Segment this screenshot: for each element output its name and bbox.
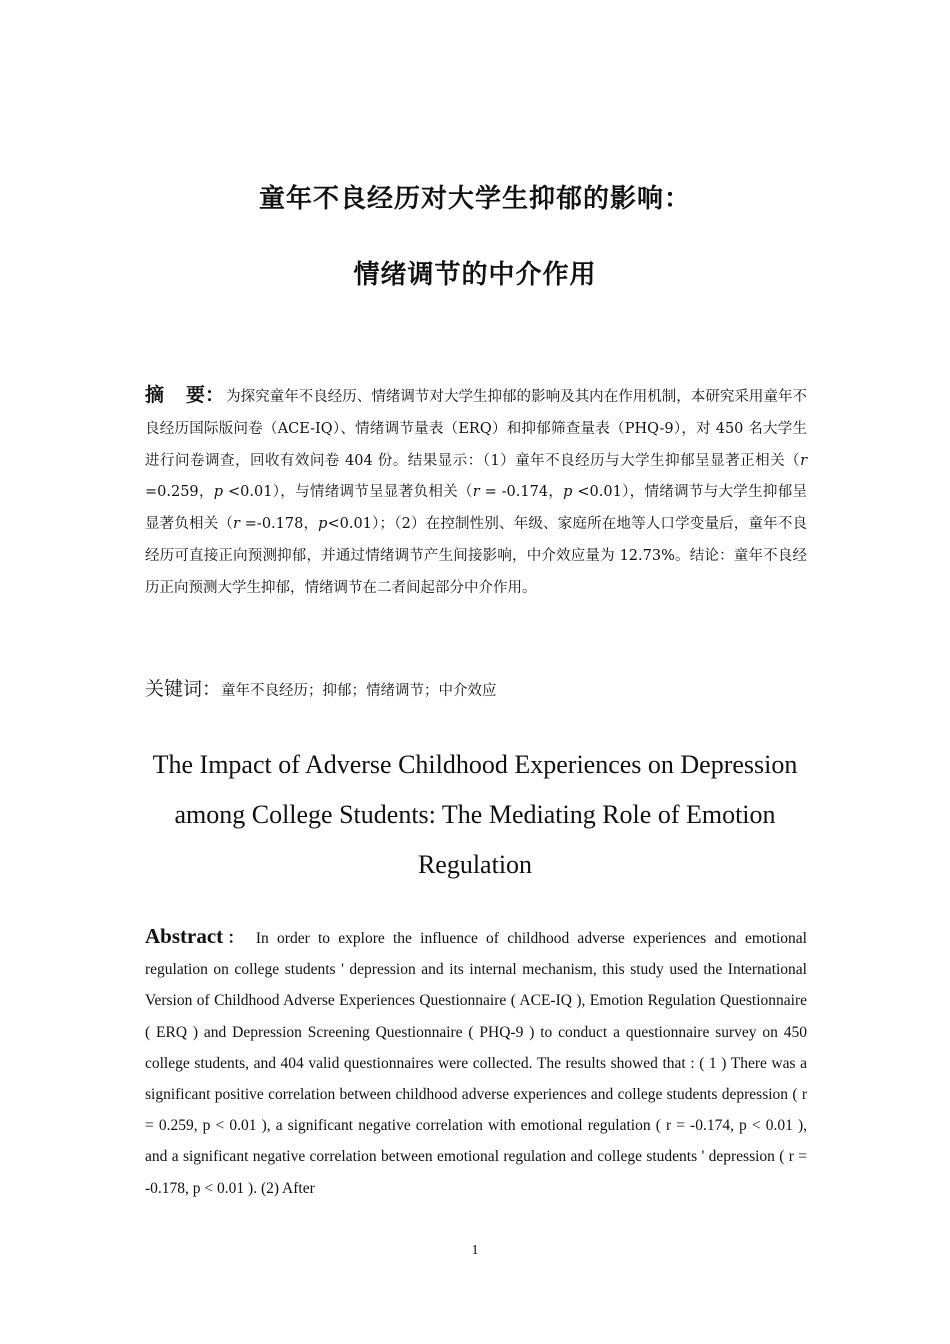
english-title [120,740,830,890]
english-abstract-colon: ： [223,928,248,947]
english-title-line-3: Regulation [417,850,533,879]
stat-p-value: <0.01），情绪调节与大学生抑郁呈显著负相关（ [145,484,808,533]
chinese-keywords [145,674,807,706]
english-abstract-text: In order to explore the influence of childhood adverse experiences and emotional regulation on college students ' depression and its internal mechanism, this study used the International Version of Childhood Adverse Experiences Questionnaire ( ACE-IQ ), Emotion Regulation Questionnaire ( ERQ ) and Depression Screening Questionnaire ( PHQ-9 ) to conduct a questionnaire survey on 450 college students, and 404 valid questionnaires were collected. The results showed that : ( 1 ) There was a significant positive correlation between childhood adverse experiences and college students depression ( r = 0.259, p < 0.01 ), a significant negative correlation with emotional regulation ( r = -0.174, p < 0.01 ), and a significant negative correlation between emotional regulation and college students ' depression ( r = -0.178, p < 0.01 ). (2) After [145,930,807,1197]
abstract-label-char-1: 摘 [145,384,165,406]
chinese-title-line-2: 情绪调节的中介作用 [353,260,597,290]
stat-p-symbol: p [213,484,224,501]
stat-p-value: <0.01），与情绪调节呈显著负相关（ [223,484,473,501]
abstract-label-char-2: 要： [186,384,225,406]
page-number: 1 [471,1243,479,1258]
stat-r-value: =0.259， [145,484,214,501]
english-title-line-1: The Impact of Adverse Childhood Experiences on Depression [152,750,798,779]
keywords-label: 关键词： [145,678,222,700]
english-abstract-label: Abstract [145,924,224,948]
stat-r-value: =-0.178， [239,516,319,533]
english-abstract [145,921,807,1204]
english-title-line-2: among College Students: The Mediating Role of Emotion [174,800,776,829]
stat-p-symbol: p [563,484,573,501]
stat-r-symbol: r [800,452,807,469]
abstract-text-part-final: <0.01）；（2）在控制性别、年级、家庭所在地等人口学变量后，童年不良经历可直接正向预测抑郁，并通过情绪调节产生间接影响，中介效应量为 12.73%。结论：童年不良经历正向预测大学生抑郁，情绪调节在二者间起部分中介作用。 [145,516,807,596]
chinese-abstract [145,380,807,605]
stat-p-symbol: p [318,516,328,533]
abstract-text-part-1: 为探究童年不良经历、情绪调节对大学生抑郁的影响及其内在作用机制，本研究采用童年不良经历国际版问卷（ACE-IQ）、情绪调节量表（ERQ）和抑郁筛查量表（PHQ-9），对 450 名大学生进行问卷调查，回收有效问卷 404 份。结果显示：（1）童年不良经历与大学生抑郁呈显著正相关（ [145,389,807,469]
chinese-title-line-1: 童年不良经历对大学生抑郁的影响： [258,184,691,214]
stat-r-symbol: r [233,516,240,533]
keywords-text: 童年不良经历；抑郁；情绪调节；中介效应 [221,683,497,699]
stat-r-symbol: r [472,484,480,501]
chinese-abstract-label [145,384,224,406]
stat-r-value: = -0.174， [479,484,564,501]
